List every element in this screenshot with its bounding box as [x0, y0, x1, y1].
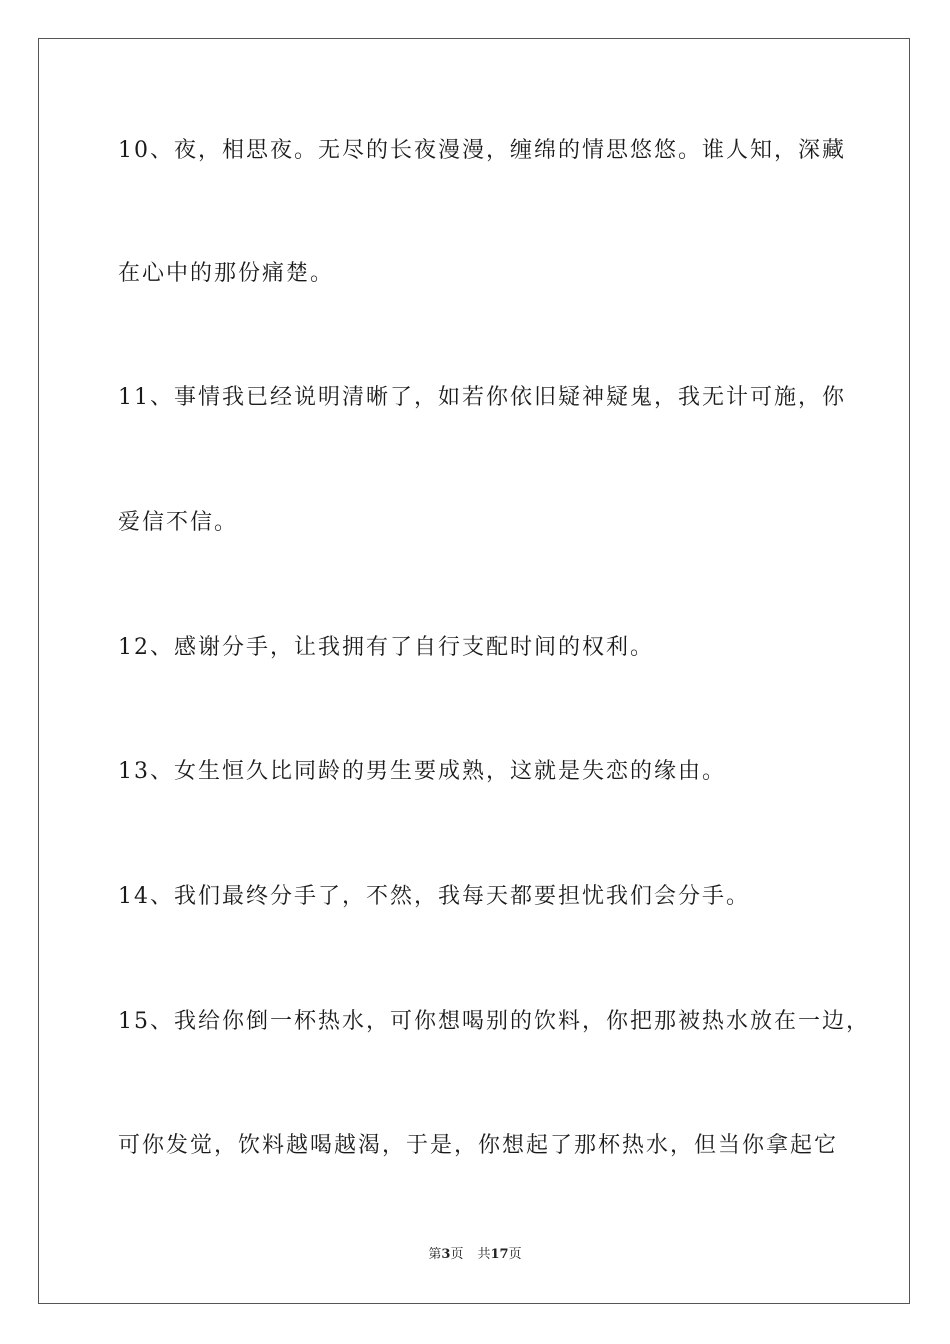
text-line-4: 爱信不信。 [118, 510, 239, 535]
text-line-5: 12、感谢分手，让我拥有了自行支配时间的权利。 [118, 635, 654, 660]
text-line-2: 在心中的那份痛楚。 [118, 261, 335, 286]
footer-page-prefix: 第 [428, 1247, 442, 1262]
footer-page-suffix: 页 [450, 1247, 464, 1262]
text-line-7: 14、我们最终分手了，不然，我每天都要担忧我们会分手。 [118, 884, 750, 909]
text-line-1: 10、夜，相思夜。无尽的长夜漫漫，缠绵的情思悠悠。谁人知，深藏 [118, 138, 846, 163]
footer-page-number: 3 [441, 1247, 451, 1262]
text-line-6: 13、女生恒久比同龄的男生要成熟，这就是失恋的缘由。 [118, 759, 726, 784]
footer-total-pages: 17 [490, 1247, 509, 1262]
page-footer [0, 1246, 950, 1264]
footer-total-suffix: 页 [508, 1247, 522, 1262]
text-line-9: 可你发觉，饮料越喝越渴，于是，你想起了那杯热水，但当你拿起它 [118, 1133, 839, 1158]
text-line-8: 15、我给你倒一杯热水，可你想喝别的饮料，你把那被热水放在一边， [118, 1009, 870, 1034]
text-line-3: 11、事情我已经说明清晰了，如若你依旧疑神疑鬼，我无计可施，你 [118, 385, 846, 410]
page-border [38, 38, 910, 1304]
footer-total-prefix: 共 [477, 1247, 491, 1262]
